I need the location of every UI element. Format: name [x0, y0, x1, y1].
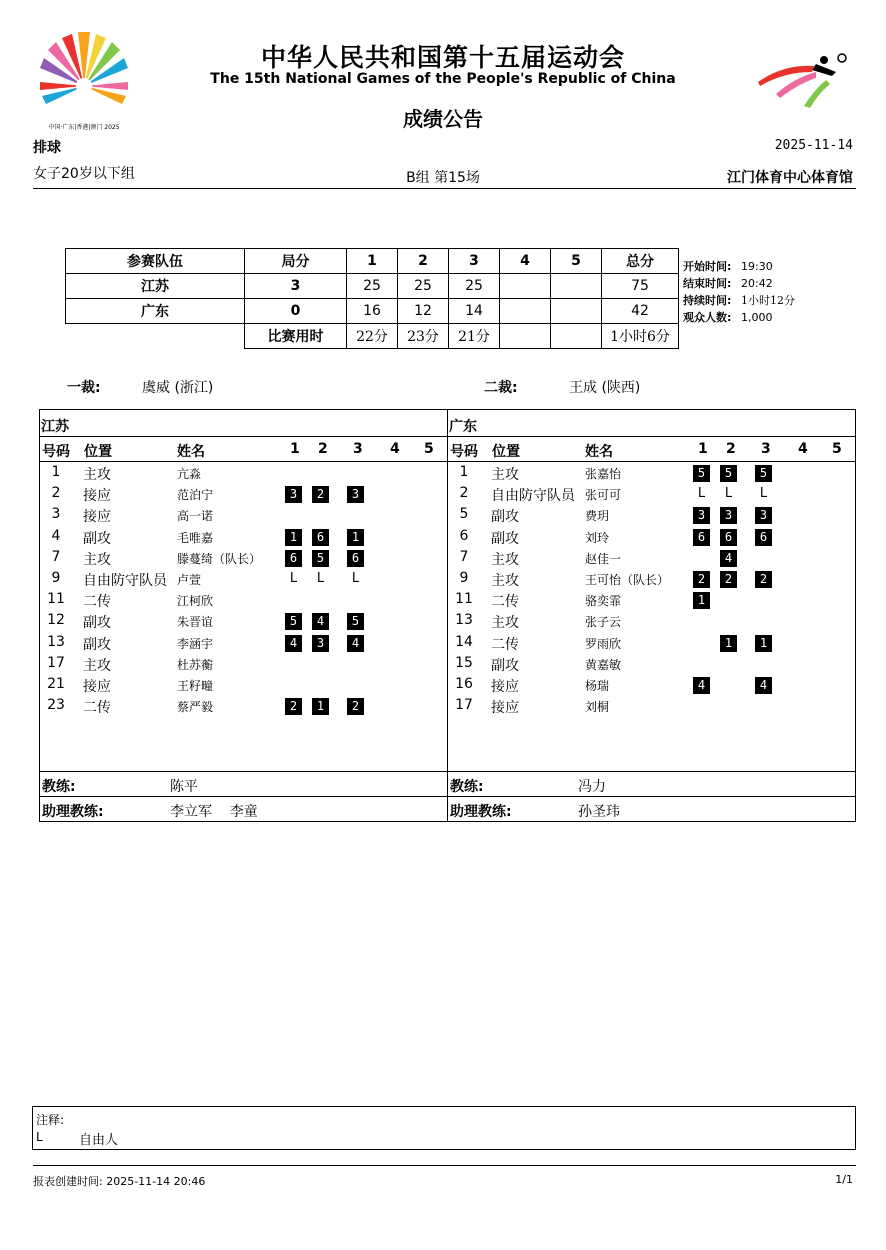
header-position: 位置	[84, 444, 112, 460]
libero-marker: L	[289, 571, 298, 586]
player-number: 23	[47, 697, 65, 714]
player-name: 卢萱	[177, 573, 202, 587]
player-name: 杜苏蘅	[177, 657, 214, 672]
starting-position-badge: 1	[347, 529, 364, 546]
score-table	[65, 248, 679, 349]
player-number: 13	[455, 612, 473, 629]
set-score	[551, 299, 602, 324]
roster-line	[40, 436, 855, 437]
duration-label: 比赛用时	[245, 324, 347, 349]
player-name: 李涵宇	[177, 636, 214, 651]
start-label: 开始时间:	[683, 260, 732, 273]
player-number: 5	[459, 506, 469, 523]
starting-position-badge: 1	[312, 698, 329, 715]
set-score	[500, 274, 551, 299]
starting-position-badge: 5	[755, 465, 772, 482]
logo-caption: 中国·广东|香港|澳门 2025	[48, 124, 120, 131]
sets-won: 3	[245, 274, 347, 299]
starting-position-badge: 4	[755, 677, 772, 694]
player-name: 亢淼	[177, 467, 202, 481]
starting-position-badge: 6	[755, 529, 772, 546]
player-position: 接应	[491, 700, 519, 717]
header-name: 姓名	[177, 444, 205, 460]
player-name: 王可怡（队长）	[585, 573, 670, 587]
team-name: 广东	[66, 299, 245, 324]
player-name: 滕蔓绮（队长）	[177, 551, 262, 566]
set-score	[500, 299, 551, 324]
col-set-4: 4	[500, 249, 551, 274]
starting-position-badge: 2	[720, 571, 737, 588]
coach-name: 冯力	[578, 779, 606, 795]
player-name: 刘桐	[585, 700, 610, 715]
end-time	[683, 275, 773, 291]
starting-position-badge: 2	[347, 698, 364, 715]
player-position: 主攻	[83, 467, 111, 483]
starting-position-badge: 3	[693, 507, 710, 524]
starting-position-badge: 4	[693, 677, 710, 694]
player-number: 3	[51, 506, 61, 523]
set-duration: 21分	[449, 324, 500, 349]
set-duration	[500, 324, 551, 349]
player-position: 接应	[491, 679, 519, 695]
assistant-coach-name: 孙圣玮	[578, 804, 620, 820]
empty-cell	[66, 324, 245, 349]
roster-team-name: 江苏	[41, 419, 69, 435]
set-score: 25	[398, 274, 449, 299]
assistant-coach-label: 助理教练:	[42, 804, 104, 820]
player-position: 主攻	[491, 467, 519, 483]
attendance	[683, 309, 773, 325]
starting-position-badge: 6	[720, 529, 737, 546]
starting-position-badge: 2	[693, 571, 710, 588]
notes-box	[32, 1106, 856, 1150]
player-name: 罗雨欣	[585, 636, 622, 651]
assistant-coach-name: 李立军 李童	[170, 804, 258, 820]
header-set: 1	[698, 441, 708, 457]
second-referee-label: 二裁:	[484, 380, 518, 396]
player-position: 副攻	[491, 657, 519, 674]
header-set: 4	[390, 441, 400, 457]
end-value: 20:42	[741, 277, 773, 290]
player-number: 4	[51, 527, 61, 544]
start-value: 19:30	[741, 260, 773, 273]
player-position: 主攻	[491, 551, 519, 568]
set-score	[551, 274, 602, 299]
duration-label: 持续时间:	[683, 294, 732, 307]
starting-position-badge: 5	[347, 613, 364, 630]
player-position: 主攻	[491, 573, 519, 589]
player-name: 高一诺	[177, 509, 214, 524]
starting-position-badge: 2	[755, 571, 772, 588]
libero-marker: L	[351, 571, 360, 586]
header-set: 4	[798, 441, 808, 457]
starting-position-badge: 4	[312, 613, 329, 630]
libero-marker: L	[697, 486, 706, 502]
set-duration: 22分	[347, 324, 398, 349]
player-position: 接应	[83, 679, 111, 695]
notes-value: 自由人	[79, 1133, 119, 1148]
header-set: 3	[353, 441, 363, 457]
player-name: 费玥	[585, 509, 610, 524]
age-group: 女子20岁以下组	[33, 166, 135, 182]
starting-position-badge: 3	[755, 507, 772, 524]
header-divider	[33, 188, 856, 189]
player-name: 黄嘉敏	[585, 657, 622, 672]
header-number: 号码	[42, 444, 70, 460]
footer-divider	[33, 1165, 856, 1166]
total-score: 42	[602, 299, 679, 324]
col-total: 总分	[602, 249, 679, 274]
player-number: 1	[459, 464, 469, 480]
player-name: 张可可	[585, 488, 622, 503]
player-name: 毛唯嘉	[177, 530, 214, 545]
coach-label: 教练:	[450, 779, 484, 795]
roster-team-name: 广东	[449, 419, 477, 435]
col-set-5: 5	[551, 249, 602, 274]
starting-position-badge: 1	[720, 635, 737, 652]
header-set: 1	[290, 441, 300, 457]
report-date: 2025-11-14	[774, 138, 853, 153]
roster-table	[39, 409, 856, 822]
header-name: 姓名	[585, 444, 613, 460]
header-set: 5	[424, 441, 434, 457]
starting-position-badge: 2	[285, 698, 302, 715]
starting-position-badge: 6	[347, 550, 364, 567]
player-position: 副攻	[83, 636, 111, 653]
player-position: 主攻	[491, 615, 519, 632]
header-set: 2	[726, 441, 736, 457]
libero-marker: L	[759, 486, 768, 502]
player-position: 二传	[491, 594, 519, 611]
end-label: 结束时间:	[683, 277, 732, 290]
total-score: 75	[602, 274, 679, 299]
starting-position-badge: 4	[285, 635, 302, 652]
player-number: 1	[51, 464, 61, 480]
set-score: 25	[347, 274, 398, 299]
set-duration	[551, 324, 602, 349]
col-sets: 局分	[245, 249, 347, 274]
sport-label: 排球	[33, 140, 61, 156]
player-position: 副攻	[491, 530, 519, 547]
starting-position-badge: 6	[693, 529, 710, 546]
player-number: 21	[47, 676, 65, 692]
roster-line	[40, 771, 855, 772]
games-title-cn: 中华人民共和国第十五届运动会	[260, 43, 625, 72]
col-set-3: 3	[449, 249, 500, 274]
player-number: 16	[455, 676, 473, 692]
libero-marker: L	[724, 486, 733, 502]
starting-position-badge: 6	[312, 529, 329, 546]
roster-line	[40, 796, 855, 797]
report-title: 成绩公告	[403, 107, 483, 131]
player-number: 7	[459, 548, 469, 565]
player-number: 12	[47, 612, 65, 629]
attendance-value: 1,000	[741, 311, 773, 324]
starting-position-badge: 4	[720, 550, 737, 567]
player-position: 接应	[83, 509, 111, 526]
header-set: 5	[832, 441, 842, 457]
player-number: 7	[51, 548, 61, 565]
player-position: 自由防守队员	[491, 488, 575, 505]
player-position: 主攻	[83, 551, 111, 568]
team-name: 江苏	[66, 274, 245, 299]
header-position: 位置	[492, 444, 520, 460]
notes-label: 注释:	[36, 1113, 65, 1127]
set-duration: 23分	[398, 324, 449, 349]
player-name: 刘玲	[585, 530, 610, 545]
player-position: 自由防守队员	[83, 573, 167, 589]
set-score: 12	[398, 299, 449, 324]
player-position: 二传	[83, 700, 111, 717]
score-row	[66, 299, 679, 324]
player-number: 11	[47, 591, 65, 608]
player-number: 2	[459, 485, 469, 502]
libero-marker: L	[316, 571, 325, 586]
starting-position-badge: 5	[312, 550, 329, 567]
header-set: 2	[318, 441, 328, 457]
starting-position-badge: 1	[693, 592, 710, 609]
start-time	[683, 258, 773, 274]
notes-key: L	[36, 1130, 43, 1144]
player-position: 二传	[491, 636, 519, 653]
player-name: 江柯欣	[177, 594, 214, 609]
duration-value: 1小时12分	[741, 294, 795, 307]
score-row	[66, 274, 679, 299]
starting-position-badge: 5	[693, 465, 710, 482]
player-number: 15	[455, 654, 473, 671]
starting-position-badge: 5	[285, 613, 302, 630]
player-number: 9	[459, 570, 469, 586]
games-title-en: The 15th National Games of the People's Republic of China	[210, 71, 676, 87]
player-position: 主攻	[83, 657, 111, 674]
player-number: 17	[455, 697, 473, 714]
header-number: 号码	[450, 444, 478, 460]
set-score: 16	[347, 299, 398, 324]
assistant-coach-label: 助理教练:	[450, 804, 512, 820]
starting-position-badge: 1	[285, 529, 302, 546]
header-set: 3	[761, 441, 771, 457]
first-referee: 虞威 (浙江)	[142, 380, 214, 396]
starting-position-badge: 3	[720, 507, 737, 524]
player-name: 朱晋谊	[177, 615, 214, 630]
player-name: 范泊宁	[177, 488, 214, 503]
duration-row	[66, 324, 679, 349]
player-position: 二传	[83, 594, 111, 611]
total-duration: 1小时6分	[602, 324, 679, 349]
player-number: 13	[47, 633, 65, 650]
starting-position-badge: 5	[720, 465, 737, 482]
set-score: 25	[449, 274, 500, 299]
starting-position-badge: 3	[285, 486, 302, 503]
col-team: 参赛队伍	[66, 249, 245, 274]
first-referee-label: 一裁:	[67, 380, 101, 396]
player-position: 接应	[83, 488, 111, 505]
player-name: 张嘉怡	[585, 467, 622, 481]
player-number: 17	[47, 654, 65, 671]
attendance-label: 观众人数:	[683, 311, 732, 324]
col-set-2: 2	[398, 249, 449, 274]
player-name: 赵佳一	[585, 551, 622, 566]
sets-won: 0	[245, 299, 347, 324]
player-number: 9	[51, 570, 61, 586]
player-number: 2	[51, 485, 61, 502]
score-header-row	[66, 249, 679, 274]
page-number: 1/1	[835, 1173, 853, 1186]
starting-position-badge: 4	[347, 635, 364, 652]
player-name: 骆奕霏	[585, 594, 622, 609]
match-number: B组 第15场	[406, 170, 480, 186]
player-name: 张子云	[585, 615, 622, 630]
starting-position-badge: 1	[755, 635, 772, 652]
player-name: 杨瑞	[585, 679, 610, 693]
player-name: 王籽疃	[177, 679, 214, 693]
player-position: 副攻	[491, 509, 519, 526]
coach-name: 陈平	[170, 779, 198, 795]
duration	[683, 292, 795, 308]
player-position: 副攻	[83, 530, 111, 547]
second-referee: 王成 (陕西)	[569, 380, 641, 396]
set-score: 14	[449, 299, 500, 324]
venue: 江门体育中心体育馆	[727, 170, 853, 186]
report-created: 报表创建时间: 2025-11-14 20:46	[33, 1175, 206, 1188]
coach-label: 教练:	[42, 779, 76, 795]
starting-position-badge: 3	[312, 635, 329, 652]
player-number: 6	[459, 527, 469, 544]
starting-position-badge: 3	[347, 486, 364, 503]
col-set-1: 1	[347, 249, 398, 274]
player-number: 14	[455, 633, 473, 650]
player-position: 副攻	[83, 615, 111, 632]
starting-position-badge: 6	[285, 550, 302, 567]
starting-position-badge: 2	[312, 486, 329, 503]
player-number: 11	[455, 591, 473, 608]
roster-line	[40, 461, 855, 462]
player-name: 蔡严毅	[177, 700, 214, 715]
